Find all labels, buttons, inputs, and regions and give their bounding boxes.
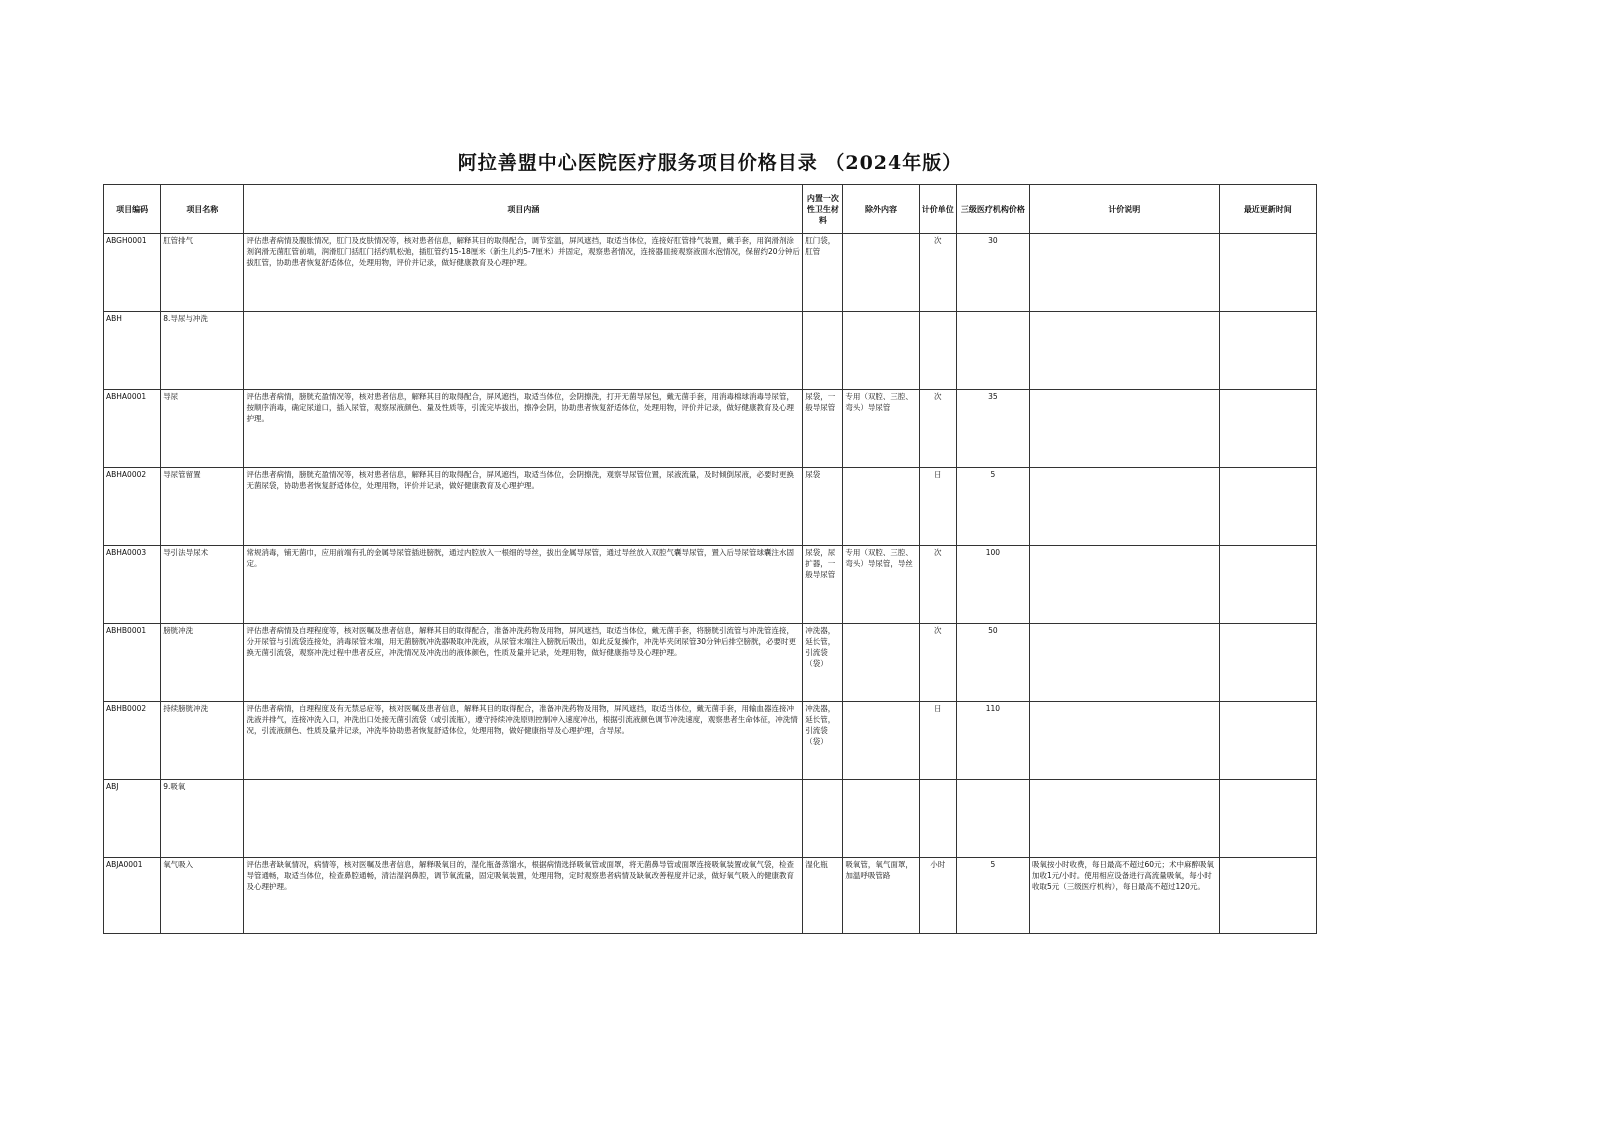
header-content: 项目内涵 — [244, 185, 803, 234]
cell-materials: 冲洗器，延长管，引流袋（袋） — [803, 624, 843, 702]
cell-updated — [1219, 468, 1316, 546]
table-row — [104, 468, 1317, 546]
table-row — [104, 702, 1317, 780]
table-row — [104, 546, 1317, 624]
cell-code: ABHB0002 — [104, 702, 161, 780]
table-header-row — [104, 185, 1317, 234]
table-row — [104, 780, 1317, 858]
cell-excluded — [843, 780, 919, 858]
cell-unit: 日 — [919, 468, 956, 546]
header-code: 项目编码 — [104, 185, 161, 234]
header-price: 三级医疗机构价格 — [956, 185, 1029, 234]
cell-note — [1030, 468, 1220, 546]
cell-note — [1030, 780, 1220, 858]
cell-unit: 次 — [919, 546, 956, 624]
cell-name: 导引法导尿术 — [161, 546, 244, 624]
header-excluded: 除外内容 — [843, 185, 919, 234]
cell-content: 评估患者病情，膀胱充盈情况等，核对患者信息，解释其目的取得配合，屏风遮挡，取适当体位，会阴擦洗，打开无菌导尿包，戴无菌手套，用消毒棉球消毒导尿管，按顺序消毒，确定尿道口，插入尿管，观察尿液颜色、量及性质等，引流完毕拔出，擦净会阴，协助患者恢复舒适体位，处理用物，评价并记录，做好健康教育及心理护理。 — [244, 390, 803, 468]
cell-code: ABHA0002 — [104, 468, 161, 546]
cell-excluded: 吸氧管，氧气面罩，加温呼吸管路 — [843, 858, 919, 934]
cell-price — [956, 312, 1029, 390]
cell-content: 评估患者病情，膀胱充盈情况等，核对患者信息，解释其目的取得配合，屏风遮挡，取适当体位，会阴擦洗，观察导尿管位置，尿液流量，及时倾倒尿液，必要时更换无菌尿袋，协助患者恢复舒适体位，处理用物，评价并记录，做好健康教育及心理护理。 — [244, 468, 803, 546]
cell-note — [1030, 546, 1220, 624]
cell-materials: 尿袋，尿扩器，一般导尿管 — [803, 546, 843, 624]
header-materials: 内置一次性卫生材料 — [803, 185, 843, 234]
cell-materials: 肛门袋，肛管 — [803, 234, 843, 312]
table-row — [104, 390, 1317, 468]
cell-unit — [919, 312, 956, 390]
cell-price: 100 — [956, 546, 1029, 624]
cell-updated — [1219, 390, 1316, 468]
cell-materials — [803, 312, 843, 390]
table-row — [104, 858, 1317, 934]
cell-updated — [1219, 702, 1316, 780]
cell-code: ABGH0001 — [104, 234, 161, 312]
cell-note — [1030, 234, 1220, 312]
cell-unit: 次 — [919, 234, 956, 312]
cell-updated — [1219, 546, 1316, 624]
cell-name: 8.导尿与冲洗 — [161, 312, 244, 390]
header-updated: 最近更新时间 — [1219, 185, 1316, 234]
cell-price: 5 — [956, 468, 1029, 546]
cell-price: 30 — [956, 234, 1029, 312]
cell-materials: 湿化瓶 — [803, 858, 843, 934]
cell-note — [1030, 624, 1220, 702]
cell-updated — [1219, 858, 1316, 934]
cell-content: 评估患者病情，自理程度及有无禁忌症等，核对医嘱及患者信息，解释其目的取得配合，准备冲洗药物及用物，屏风遮挡，取适当体位，戴无菌手套，用输血器连接冲洗液并排气，连接冲洗入口，冲洗出口处接无菌引流袋（或引流瓶），遵守持续冲洗原则控制冲入速度冲出，根据引流液颜色调节冲洗速度，观察患者生命体征，冲洗情况，引流液颜色、性质及量并记录，冲洗毕协助患者恢复舒适体位，处理用物，做好健康指导及心理护理，含导尿。 — [244, 702, 803, 780]
cell-name: 肛管排气 — [161, 234, 244, 312]
cell-price: 35 — [956, 390, 1029, 468]
cell-content — [244, 312, 803, 390]
header-name: 项目名称 — [161, 185, 244, 234]
cell-note — [1030, 390, 1220, 468]
header-note: 计价说明 — [1030, 185, 1220, 234]
cell-unit: 次 — [919, 624, 956, 702]
cell-price: 50 — [956, 624, 1029, 702]
cell-code: ABHA0003 — [104, 546, 161, 624]
document-title: 阿拉善盟中心医院医疗服务项目价格目录 （2024年版） — [457, 152, 963, 174]
cell-name: 导尿管留置 — [161, 468, 244, 546]
cell-code: ABHB0001 — [104, 624, 161, 702]
cell-content: 评估患者病情及自理程度等，核对医嘱及患者信息，解释其目的取得配合，准备冲洗药物及用物，屏风遮挡，取适当体位，戴无菌手套，将膀胱引流管与冲洗管连接，分开尿管与引流袋连接处，消毒尿管末端，用无菌膀胱冲洗器吸取冲洗液，从尿管末端注入膀胱后吸出，如此反复操作，冲洗毕夹闭尿管30分钟后排空膀胱，必要时更换无菌引流袋，观察冲洗过程中患者反应，冲洗情况及冲洗出的液体颜色，性质及量并记录，处理用物，做好健康指导及心理护理。 — [244, 624, 803, 702]
cell-unit: 日 — [919, 702, 956, 780]
cell-content: 评估患者病情及腹胀情况，肛门及皮肤情况等，核对患者信息，解释其目的取得配合，调节室温，屏风遮挡，取适当体位，连接好肛管排气装置，戴手套，用润滑剂涂剂润滑无菌肛管前端，润滑肛门括肛门括约肌松弛，插肛管约15-18厘米（新生儿约5-7厘米）并固定，观察患者情况，连接器皿接观察液面水泡情况，保留约20分钟后拔肛管，协助患者恢复舒适体位，处理用物，评价并记录，做好健康教育及心理护理。 — [244, 234, 803, 312]
cell-excluded — [843, 624, 919, 702]
cell-updated — [1219, 624, 1316, 702]
cell-note — [1030, 702, 1220, 780]
cell-code: ABJ — [104, 780, 161, 858]
cell-name: 导尿 — [161, 390, 244, 468]
cell-updated — [1219, 780, 1316, 858]
cell-excluded — [843, 468, 919, 546]
cell-materials: 尿袋，一般导尿管 — [803, 390, 843, 468]
cell-unit — [919, 780, 956, 858]
cell-excluded: 专用（双腔、三腔、弯头）导尿管，导丝 — [843, 546, 919, 624]
cell-note — [1030, 312, 1220, 390]
table-row — [104, 234, 1317, 312]
table-row — [104, 624, 1317, 702]
cell-unit: 小时 — [919, 858, 956, 934]
cell-price: 110 — [956, 702, 1029, 780]
cell-content: 常规消毒，铺无菌巾，应用前端有孔的金属导尿管插进膀胱，通过内腔放入一根细的导丝，拔出金属导尿管，通过导丝放入双腔气囊导尿管，置入后导尿管球囊注水固定。 — [244, 546, 803, 624]
cell-excluded — [843, 312, 919, 390]
cell-unit: 次 — [919, 390, 956, 468]
cell-name: 持续膀胱冲洗 — [161, 702, 244, 780]
cell-materials: 尿袋 — [803, 468, 843, 546]
cell-updated — [1219, 312, 1316, 390]
cell-materials — [803, 780, 843, 858]
cell-content: 评估患者缺氧情况，病情等，核对医嘱及患者信息，解释吸氧目的，湿化瓶备蒸馏水，根据病情选择吸氧管或面罩，将无菌鼻导管或面罩连接吸氧装置或氧气袋，检查导管通畅，取适当体位，检查鼻腔通畅，清洁湿润鼻腔，调节氧流量，固定吸氧装置，处理用物，定时观察患者病情及缺氧改善程度并记录，做好氧气吸入的健康教育及心理护理。 — [244, 858, 803, 934]
cell-content — [244, 780, 803, 858]
cell-code: ABHA0001 — [104, 390, 161, 468]
cell-name: 氧气吸入 — [161, 858, 244, 934]
cell-code: ABH — [104, 312, 161, 390]
table-row — [104, 312, 1317, 390]
cell-excluded — [843, 702, 919, 780]
cell-code: ABJA0001 — [104, 858, 161, 934]
cell-excluded: 专用（双腔、三腔、弯头）导尿管 — [843, 390, 919, 468]
header-unit: 计价单位 — [919, 185, 956, 234]
cell-name: 9.吸氧 — [161, 780, 244, 858]
cell-materials: 冲洗器，延长管，引流袋（袋） — [803, 702, 843, 780]
cell-updated — [1219, 234, 1316, 312]
price-table — [103, 184, 1317, 934]
cell-excluded — [843, 234, 919, 312]
cell-note: 吸氧按小时收费，每日最高不超过60元；术中麻醉吸氧加收1元/小时。使用相应设备进行高流量吸氧，每小时收取5元（三级医疗机构），每日最高不超过120元。 — [1030, 858, 1220, 934]
cell-price — [956, 780, 1029, 858]
cell-price: 5 — [956, 858, 1029, 934]
cell-name: 膀胱冲洗 — [161, 624, 244, 702]
